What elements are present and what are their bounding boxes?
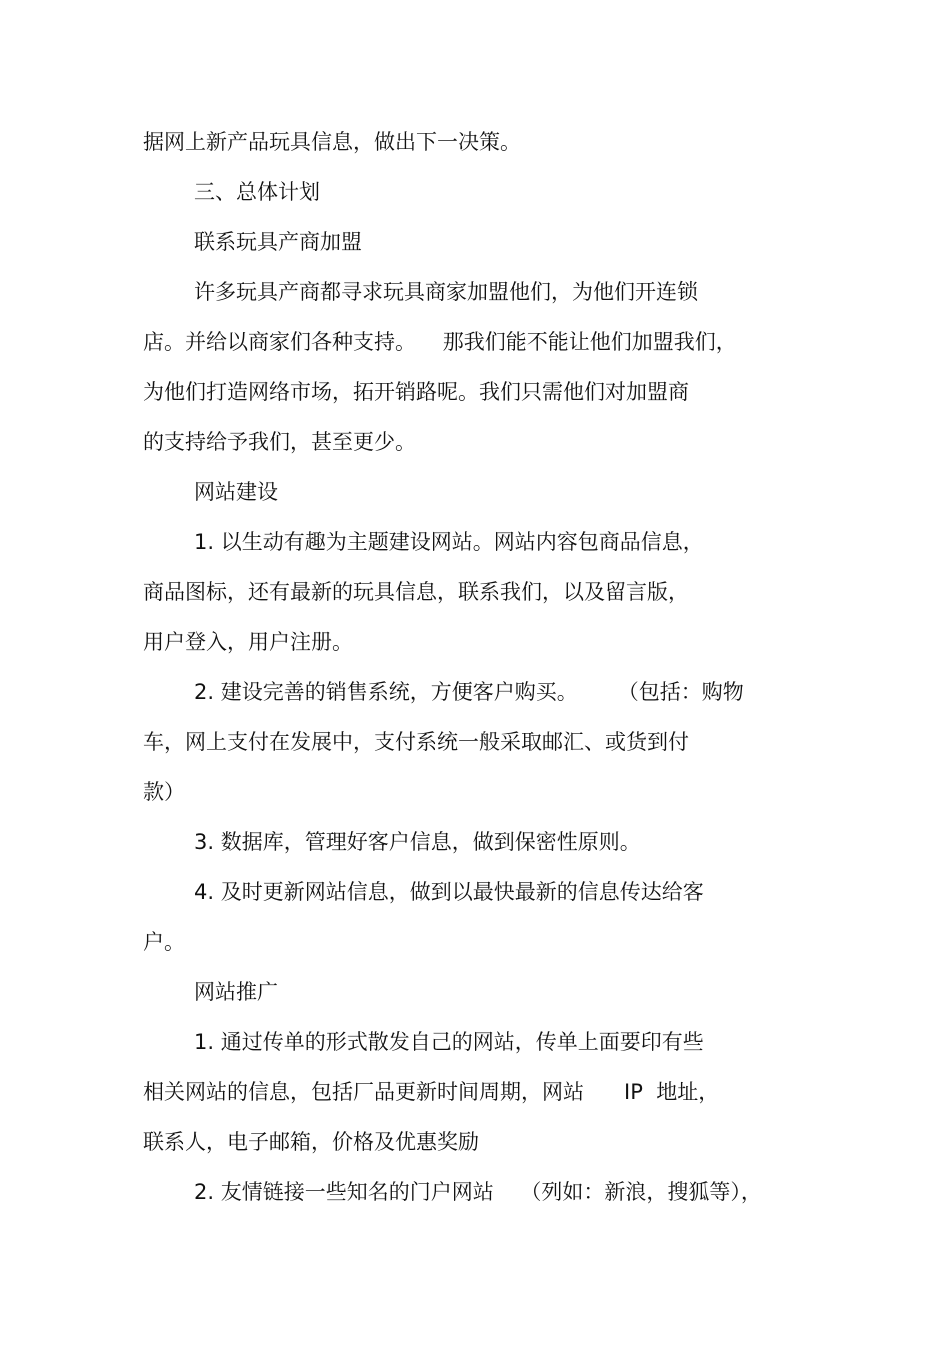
text-line: 许多玩具产商都寻求玩具商家加盟他们，为他们开连锁	[194, 280, 698, 304]
text-line: 的支持给予我们，甚至更少。	[143, 430, 416, 454]
text-line: 为他们打造网络市场，拓开销路呢。我们只需他们对加盟商	[143, 380, 689, 404]
subsection-heading: 联系玩具产商加盟	[194, 230, 362, 254]
text-line: 用户登入，用户注册。	[143, 630, 353, 654]
subsection-heading: 网站建设	[194, 480, 278, 504]
list-item: 4. 及时更新网站信息，做到以最快最新的信息传达给客	[194, 880, 704, 904]
list-item: 2. 友情链接一些知名的门户网站 （列如：新浪，搜狐等），	[194, 1180, 762, 1204]
text-line: 款）	[143, 780, 185, 804]
text-line: 店。并给以商家们各种支持。 那我们能不能让他们加盟我们，	[143, 330, 737, 354]
section-heading: 三、总体计划	[194, 180, 320, 204]
list-item: 3. 数据库，管理好客户信息，做到保密性原则。	[194, 830, 641, 854]
subsection-heading: 网站推广	[194, 980, 278, 1004]
text-line: 户。	[143, 930, 185, 954]
text-line: 据网上新产品玩具信息，做出下一决策。	[143, 130, 521, 154]
text-line: 商品图标，还有最新的玩具信息，联系我们，以及留言版，	[143, 580, 689, 604]
text-line: 联系人，电子邮箱，价格及优惠奖励	[143, 1130, 479, 1154]
list-item: 2. 建设完善的销售系统，方便客户购买。 （包括：购物	[194, 680, 744, 704]
list-item: 1. 以生动有趣为主题建设网站。网站内容包商品信息，	[194, 530, 704, 554]
list-item: 1. 通过传单的形式散发自己的网站，传单上面要印有些	[194, 1030, 704, 1054]
text-line: 车，网上支付在发展中，支付系统一般采取邮汇、或货到付	[143, 730, 689, 754]
text-line: 相关网站的信息，包括厂品更新时间周期，网站 IP 地址，	[143, 1080, 720, 1104]
